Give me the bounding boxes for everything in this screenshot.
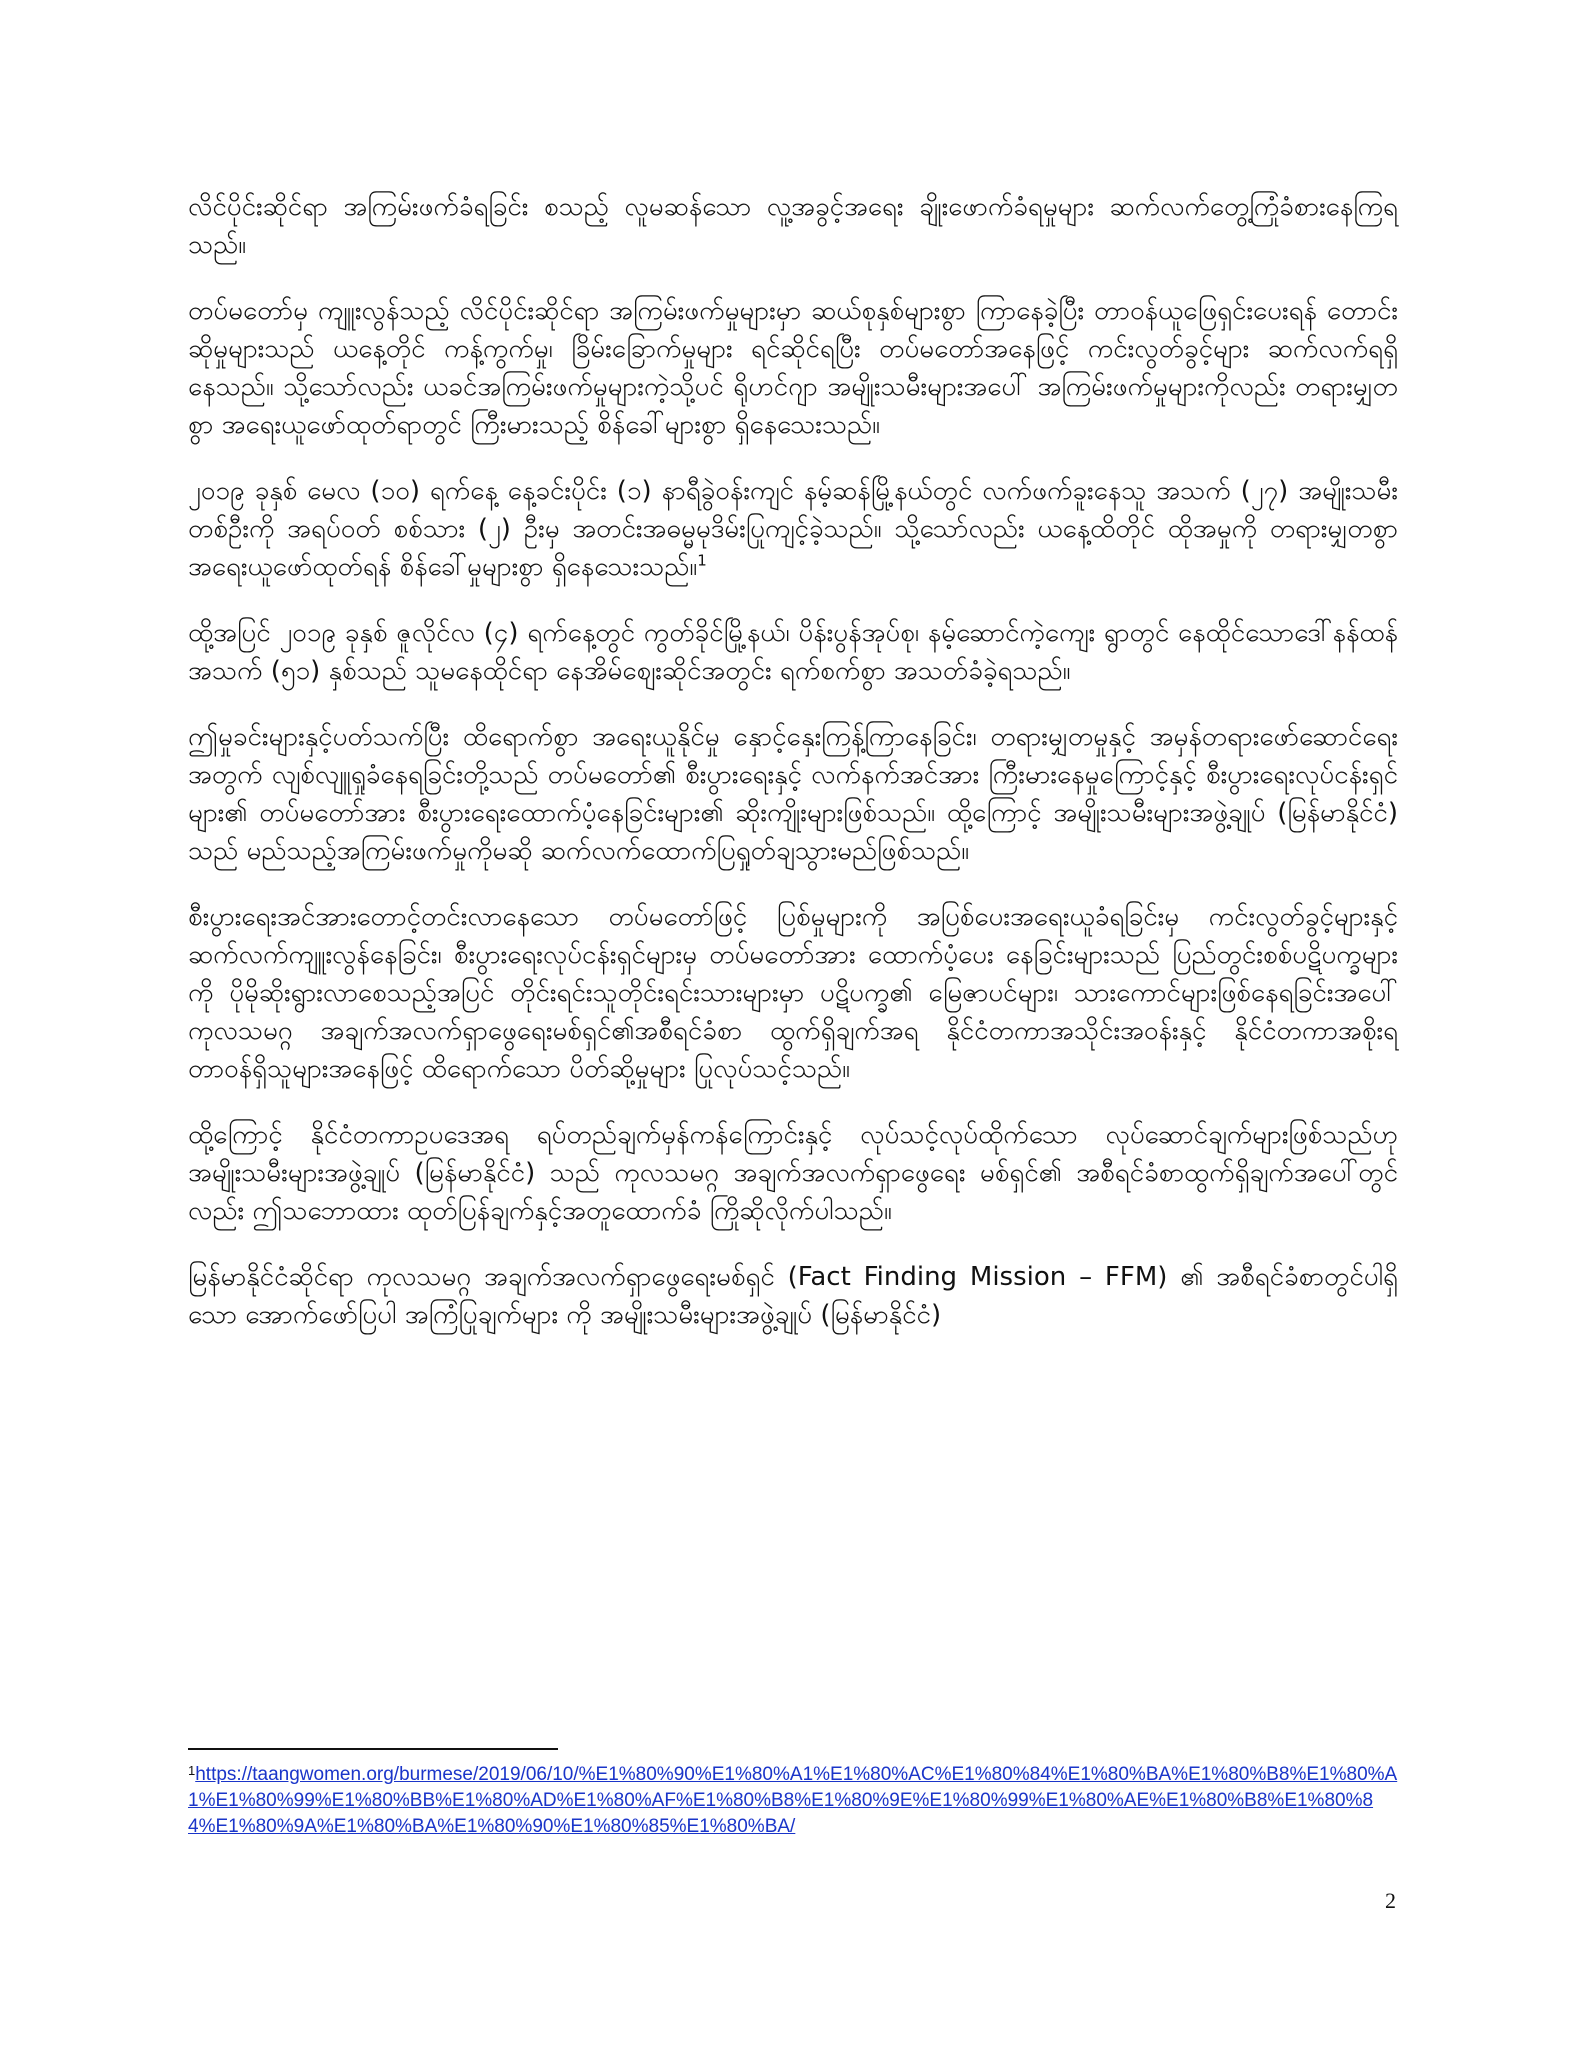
footnote-divider bbox=[188, 1748, 558, 1750]
paragraph-4: ထို့အပြင် ၂၀၁၉ ခုနှစ် ဇူလိုင်လ (၄) ရက်နေ့တွင် ကွတ်ခိုင်မြို့နယ်၊ ပိန်းပွန်အုပ်စု၊ နမ့်ဆောင်ကဲ့ကျေး ရွာတွင် နေထိုင်သောဒေါ်နန်ထန် အသက် (၅၁) နှစ်သည် သူမနေထိုင်ရာ နေအိမ်စျေးဆိုင်အတွင်း ရက်စက်စွာ အသတ်ခံခဲ့ရသည်။ bbox=[188, 618, 1398, 686]
paragraph-2: တပ်မတော်မှ ကျူးလွန်သည့် လိင်ပိုင်းဆိုင်ရာ အကြမ်းဖက်မှုများမှာ ဆယ်စုနှစ်များစွာ ကြာနေခဲ့ပြီး တာဝန်ယူဖြေရှင်းပေးရန် တောင်းဆိုမှုများသည် ယနေ့တိုင် ကန့်ကွက်မှု၊ ခြိမ်းခြောက်မှုများ ရင်ဆိုင်ရပြီး တပ်မတော်အနေဖြင့် ကင်းလွတ်ခွင့်များ ဆက်လက်ရရှိနေသည်။ သို့သော်လည်း ယခင်အကြမ်းဖက်မှုများကဲ့သို့ပင် ရိုဟင်ဂျာ အမျိုးသမီးများအပေါ် အကြမ်းဖက်မှုများကိုလည်း တရားမျှတစွာ အရေးယူဖော်ထုတ်ရာတွင် ကြီးမားသည့် စိန်ခေါ်များစွာ ရှိနေသေးသည်။ bbox=[188, 296, 1398, 440]
paragraph-3-text: ၂၀၁၉ ခုနှစ် မေလ (၁၀) ရက်နေ့ နေ့ခင်းပိုင်း (၁) နာရီခွဲဝန်းကျင် နမ့်ဆန်မြို့နယ်တွင် လက်ဖက်ခူးနေသူ အသက် (၂၇) အမျိုးသမီးတစ်ဦးကို အရပ်ဝတ် စစ်သား (၂) ဦးမှ အတင်းအဓမ္မမုဒိမ်းပြုကျင့်ခဲ့သည်။ သို့သော်လည်း ယနေ့ထိတိုင် ထိုအမှုကို တရားမျှတစွာအရေးယူဖော်ထုတ်ရန် စိန်ခေါ်မှုများစွာ ရှိနေသေးသည်။ bbox=[188, 476, 1398, 582]
footnote-reference[interactable]: 1 bbox=[697, 551, 707, 570]
paragraph-8: မြန်မာနိုင်ငံဆိုင်ရာ ကုလသမဂ္ဂ အချက်အလက်ရှာဖွေရေးမစ်ရှင် (Fact Finding Mission – FFM) ၏ အစီရင်ခံစာတွင်ပါရှိသော အောက်ဖော်ပြပါ အကြံပြုချက်များ ကို အမျိုးသမီးများအဖွဲ့ချုပ် (မြန်မာနိုင်ငံ) bbox=[188, 1262, 1398, 1330]
paragraph-6: စီးပွားရေးအင်အားတောင့်တင်းလာနေသော တပ်မတော်ဖြင့် ပြစ်မှုများကို အပြစ်ပေးအရေးယူခံရခြင်းမှ ကင်းလွတ်ခွင့်များနှင့် ဆက်လက်ကျူးလွန်နေခြင်း၊ စီးပွားရေးလုပ်ငန်းရှင်များမှ တပ်မတော်အား ထောက်ပံ့ပေး နေခြင်းများသည် ပြည်တွင်းစစ်ပဋိပက္ခများကို ပိုမိုဆိုးရွားလာစေသည့်အပြင် တိုင်းရင်းသူတိုင်းရင်းသားများမှာ ပဋိပက္ခ၏ မြေဇာပင်များ၊ သားကောင်များဖြစ်နေရခြင်းအပေါ် ကုလသမဂ္ဂ အချက်အလက်ရှာဖွေရေးမစ်ရှင်၏အစီရင်ခံစာ ထွက်ရှိချက်အရ နိုင်ငံတကာအသိုင်းအဝန်းနှင့် နိုင်ငံတကာအစိုးရ တာဝန်ရှိသူများအနေဖြင့် ထိရောက်သော ပိတ်ဆို့မှုများ ပြုလုပ်သင့်သည်။ bbox=[188, 902, 1398, 1084]
paragraph-7: ထို့ကြောင့် နိုင်ငံတကာဥပဒေအရ ရပ်တည်ချက်မှန်ကန်ကြောင်းနှင့် လုပ်သင့်လုပ်ထိုက်သော လုပ်ဆောင်ချက်များဖြစ်သည်ဟု အမျိုးသမီးများအဖွဲ့ချုပ် (မြန်မာနိုင်ငံ) သည် ကုလသမဂ္ဂ အချက်အလက်ရှာဖွေရေး မစ်ရှင်၏ အစီရင်ခံစာထွက်ရှိချက်အပေါ်တွင်လည်း ဤသဘောထား ထုတ်ပြန်ချက်နှင့်အတူထောက်ခံ ကြိုဆိုလိုက်ပါသည်။ bbox=[188, 1120, 1398, 1226]
paragraph-3 bbox=[188, 472, 1398, 586]
footnote-link[interactable]: https://taangwomen.org/burmese/2019/06/10/%E1%80%90%E1%80%A1%E1%80%AC%E1%80%84%E1%80%BA%E1%80%B8%E1%80%A1%E1%80%99%E1%80%BB%E1%80%AD%E1%80%AF%E1%80%B8%E1%80%9E%E1%80%99%E1%80%AE%E1%80%B8%E1%80%84%E1%80%9A%E1%80%BA%E1%80%90%E1%80%85%E1%80%BA/ bbox=[188, 1764, 1398, 1837]
footnote bbox=[188, 1762, 1398, 1840]
footnote-number: 1 bbox=[188, 1763, 196, 1778]
page-number: 2 bbox=[1385, 1888, 1396, 1913]
paragraph-1: လိင်ပိုင်းဆိုင်ရာ အကြမ်းဖက်ခံရခြင်း စသည့် လူမဆန်သော လူ့အခွင့်အရေး ချိုးဖောက်ခံရမှုများ ဆက်လက်တွေ့ကြုံခံစားနေကြရသည်။ bbox=[188, 192, 1398, 260]
paragraph-5: ဤမှုခင်းများနှင့်ပတ်သက်ပြီး ထိရောက်စွာ အရေးယူနိုင်မှု နှောင့်နှေးကြန့်ကြာနေခြင်း၊ တရားမျှတမှုနှင့် အမှန်တရားဖော်ဆောင်ရေးအတွက် လျစ်လျူရှုခံနေရခြင်းတို့သည် တပ်မတော်၏ စီးပွားရေးနှင့် လက်နက်အင်အား ကြီးမားနေမှုကြောင့်နှင့် စီးပွားရေးလုပ်ငန်းရှင်များ၏ တပ်မတော်အား စီးပွားရေးထောက်ပံ့နေခြင်းများ၏ ဆိုးကျိုးများဖြစ်သည်။ ထို့ကြောင့် အမျိုးသမီးများအဖွဲ့ချုပ် (မြန်မာနိုင်ငံ) သည် မည်သည့်အကြမ်းဖက်မှုကိုမဆို ဆက်လက်ထောက်ပြရှုတ်ချသွားမည်ဖြစ်သည်။ bbox=[188, 722, 1398, 866]
document-body bbox=[188, 188, 1398, 1352]
